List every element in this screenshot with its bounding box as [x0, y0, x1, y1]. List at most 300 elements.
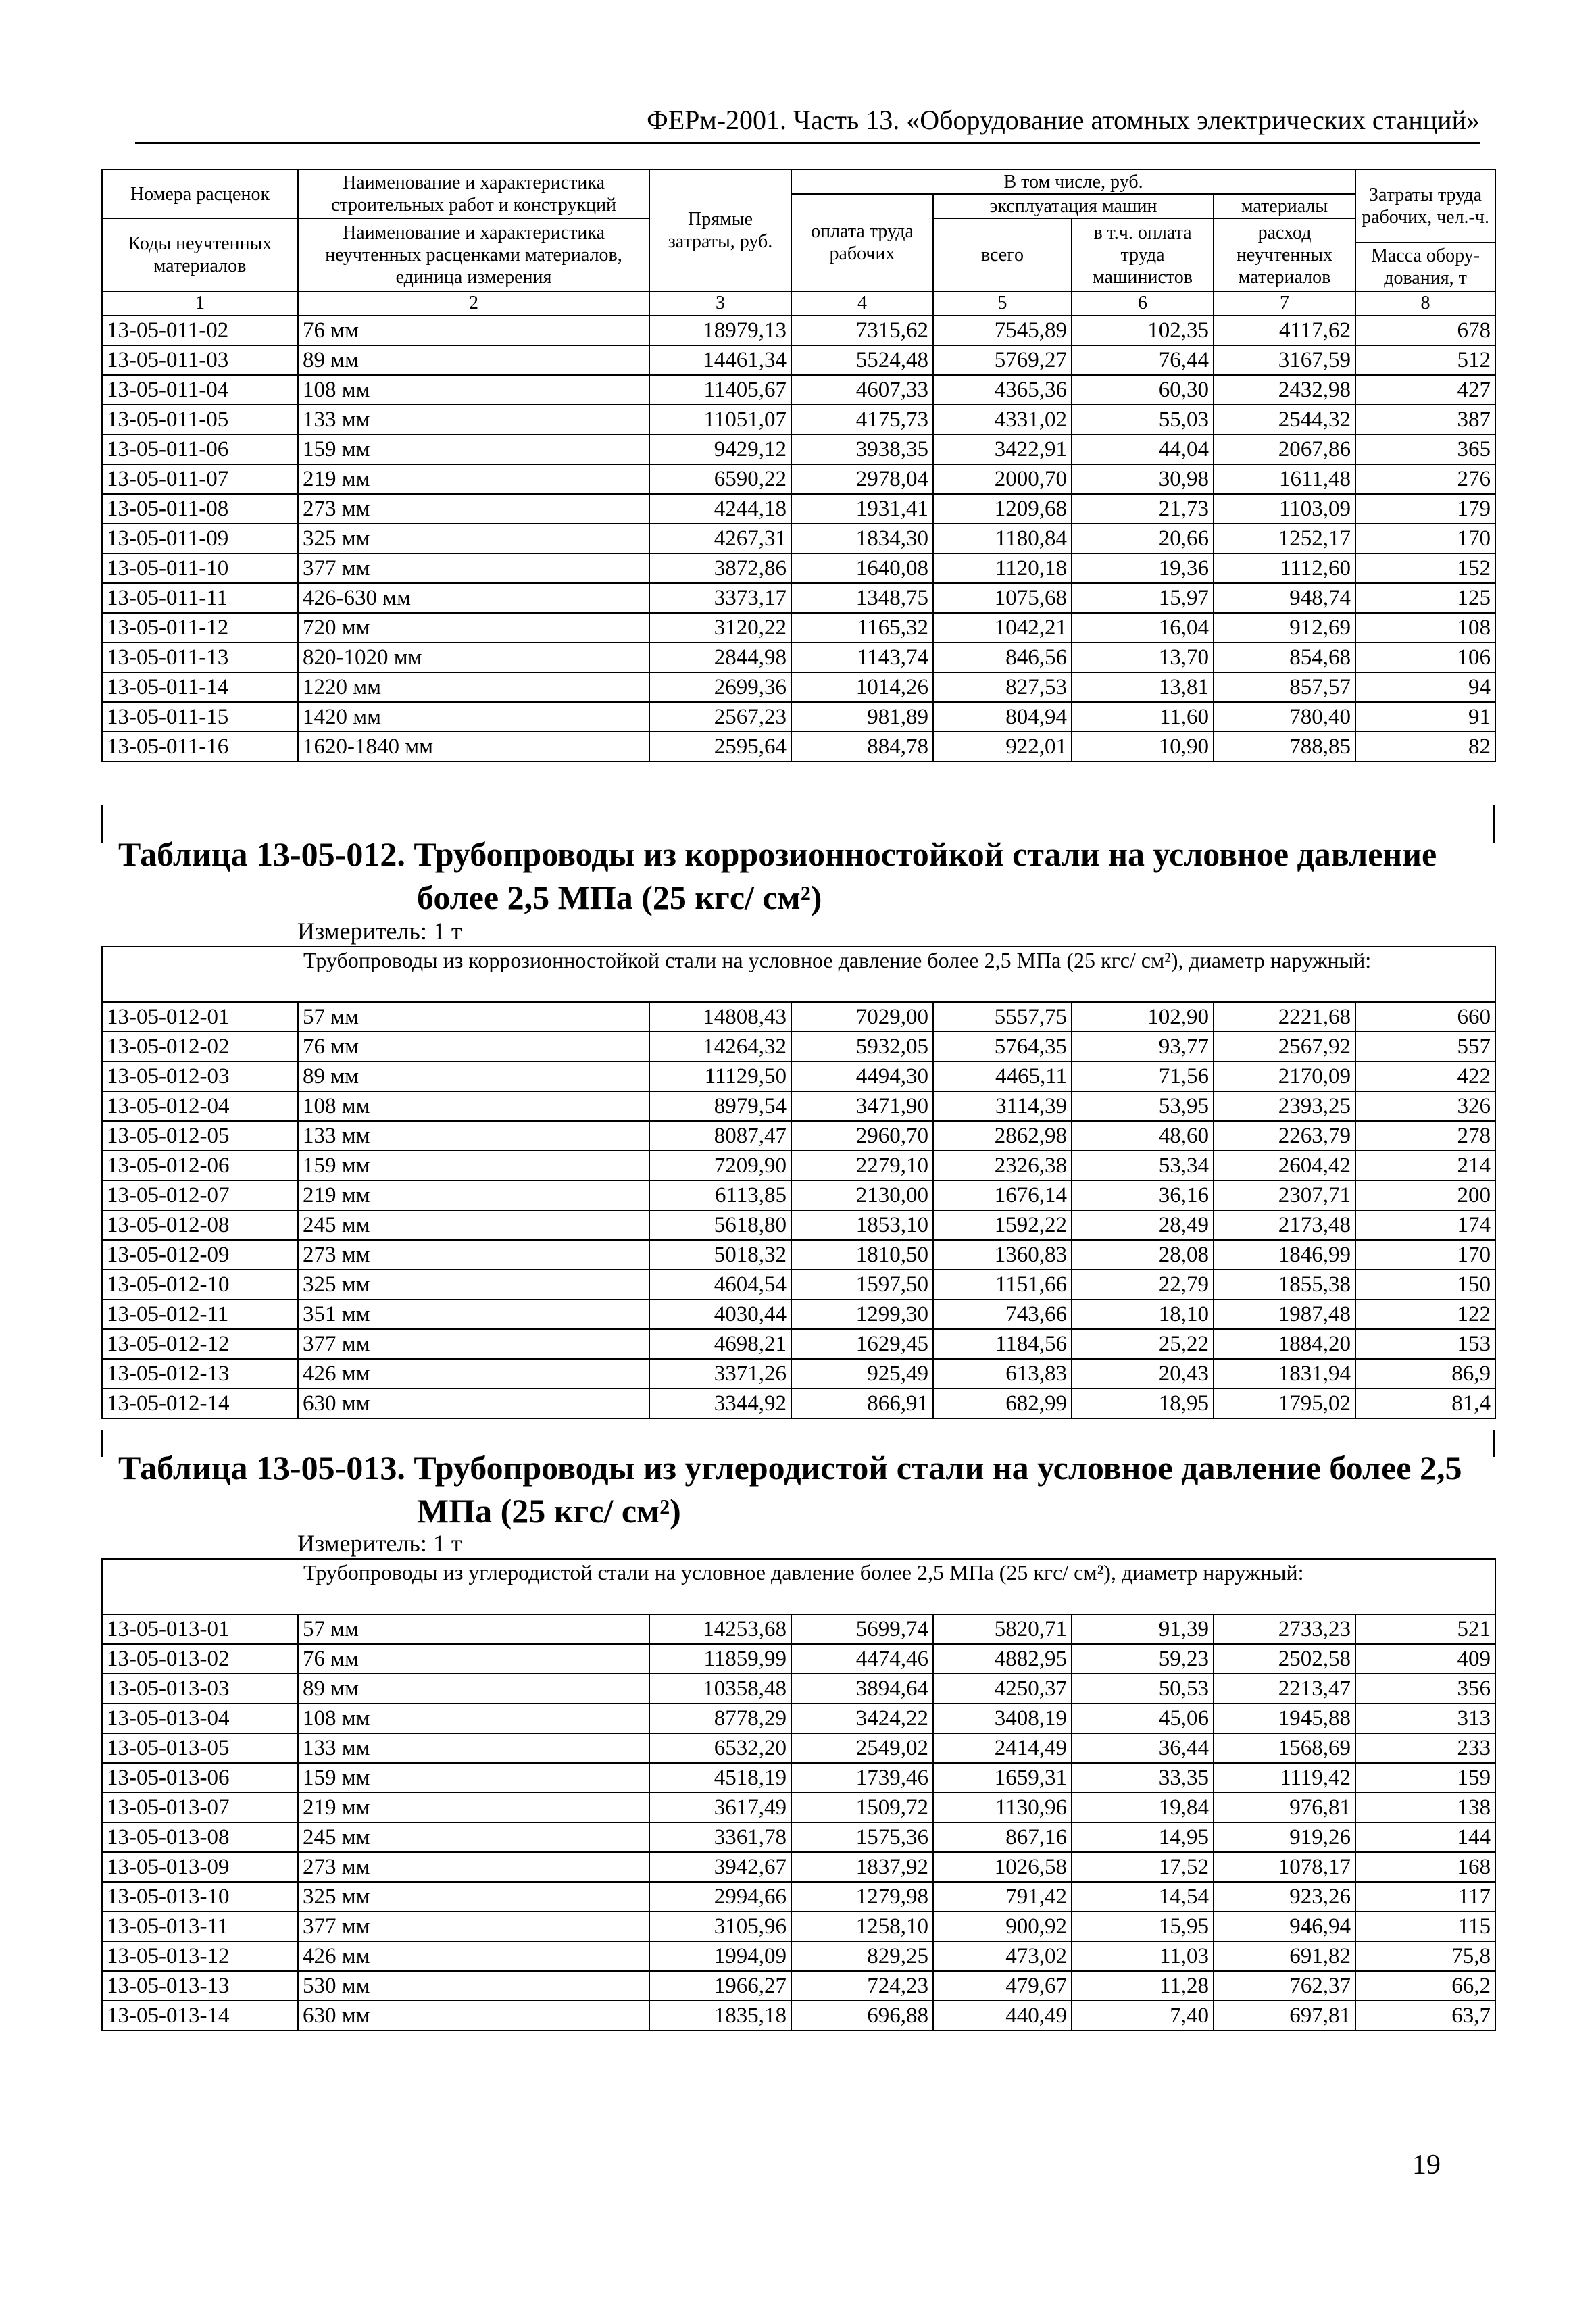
labor-hours-cell: 91 — [1355, 702, 1495, 732]
labor-hours-cell: 557 — [1355, 1032, 1495, 1062]
operators-wages-cell: 48,60 — [1072, 1121, 1214, 1151]
workers-wages-cell: 1348,75 — [791, 583, 933, 613]
materials-cost-cell: 1078,17 — [1214, 1852, 1355, 1882]
operators-wages-cell: 102,90 — [1072, 1002, 1214, 1032]
machines-total-cell: 473,02 — [933, 1941, 1072, 1971]
direct-costs-cell: 3120,22 — [649, 613, 791, 643]
work-description-cell: 1420 мм — [298, 702, 649, 732]
direct-costs-cell: 3373,17 — [649, 583, 791, 613]
table-row — [102, 1763, 1495, 1793]
header-workers-wages: оплата труда рабочих — [791, 194, 933, 291]
rate-code-cell: 13-05-011-07 — [102, 464, 298, 494]
table-row — [102, 1062, 1495, 1091]
work-description-cell: 630 мм — [298, 1389, 649, 1418]
column-number: 6 — [1072, 291, 1214, 316]
machines-total-cell: 1130,96 — [933, 1793, 1072, 1822]
operators-wages-cell: 10,90 — [1072, 732, 1214, 762]
workers-wages-cell: 1509,72 — [791, 1793, 933, 1822]
direct-costs-cell: 3361,78 — [649, 1822, 791, 1852]
direct-costs-cell: 7209,90 — [649, 1151, 791, 1180]
machines-total-cell: 4365,36 — [933, 375, 1072, 405]
labor-hours-cell: 75,8 — [1355, 1941, 1495, 1971]
table-row — [102, 1002, 1495, 1032]
rate-code-cell: 13-05-011-02 — [102, 316, 298, 345]
table-row — [102, 1299, 1495, 1329]
workers-wages-cell: 1853,10 — [791, 1210, 933, 1240]
work-description-cell: 133 мм — [298, 1733, 649, 1763]
operators-wages-cell: 45,06 — [1072, 1703, 1214, 1733]
work-description-cell: 76 мм — [298, 316, 649, 345]
table-row — [102, 1822, 1495, 1852]
direct-costs-cell: 14253,68 — [649, 1614, 791, 1644]
materials-cost-cell: 1119,42 — [1214, 1763, 1355, 1793]
labor-hours-cell: 66,2 — [1355, 1971, 1495, 2001]
labor-hours-cell: 276 — [1355, 464, 1495, 494]
materials-cost-cell: 697,81 — [1214, 2001, 1355, 2031]
workers-wages-cell: 724,23 — [791, 1971, 933, 2001]
machines-total-cell: 791,42 — [933, 1882, 1072, 1912]
operators-wages-cell: 55,03 — [1072, 405, 1214, 434]
rate-code-cell: 13-05-011-15 — [102, 702, 298, 732]
rate-code-cell: 13-05-013-07 — [102, 1793, 298, 1822]
work-description-cell: 426-630 мм — [298, 583, 649, 613]
machines-total-cell: 827,53 — [933, 672, 1072, 702]
operators-wages-cell: 16,04 — [1072, 613, 1214, 643]
table-row — [102, 2001, 1495, 2031]
table-row — [102, 464, 1495, 494]
labor-hours-cell: 108 — [1355, 613, 1495, 643]
machines-total-cell: 2862,98 — [933, 1121, 1072, 1151]
direct-costs-cell: 2595,64 — [649, 732, 791, 762]
header-material-codes: Коды неучтенных материалов — [102, 218, 298, 291]
operators-wages-cell: 7,40 — [1072, 2001, 1214, 2031]
column-number: 3 — [649, 291, 791, 316]
operators-wages-cell: 36,16 — [1072, 1180, 1214, 1210]
rate-code-cell: 13-05-011-03 — [102, 345, 298, 375]
rate-code-cell: 13-05-012-03 — [102, 1062, 298, 1091]
operators-wages-cell: 25,22 — [1072, 1329, 1214, 1359]
section-title-line: Таблица 13-05-012. Трубопроводы из коррозионностойкой стали на условное давление — [118, 835, 1437, 873]
work-description-cell: 325 мм — [298, 1882, 649, 1912]
table-row — [102, 672, 1495, 702]
direct-costs-cell: 2567,23 — [649, 702, 791, 732]
rate-code-cell: 13-05-013-12 — [102, 1941, 298, 1971]
rate-code-cell: 13-05-012-08 — [102, 1210, 298, 1240]
operators-wages-cell: 102,35 — [1072, 316, 1214, 345]
machines-total-cell: 2326,38 — [933, 1151, 1072, 1180]
table-row — [102, 1703, 1495, 1733]
direct-costs-cell: 4518,19 — [649, 1763, 791, 1793]
labor-hours-cell: 233 — [1355, 1733, 1495, 1763]
workers-wages-cell: 1629,45 — [791, 1329, 933, 1359]
table-row — [102, 1644, 1495, 1674]
direct-costs-cell: 3344,92 — [649, 1389, 791, 1418]
direct-costs-cell: 5618,80 — [649, 1210, 791, 1240]
workers-wages-cell: 5524,48 — [791, 345, 933, 375]
header-direct-costs: Прямые затраты, руб. — [649, 170, 791, 291]
section-title-13-05-012 — [118, 832, 1490, 919]
operators-wages-cell: 18,95 — [1072, 1389, 1214, 1418]
work-description-cell: 108 мм — [298, 375, 649, 405]
direct-costs-cell: 3371,26 — [649, 1359, 791, 1389]
machines-total-cell: 1592,22 — [933, 1210, 1072, 1240]
rate-code-cell: 13-05-012-12 — [102, 1329, 298, 1359]
operators-wages-cell: 13,70 — [1072, 643, 1214, 672]
workers-wages-cell: 3894,64 — [791, 1674, 933, 1703]
rate-code-cell: 13-05-012-09 — [102, 1240, 298, 1270]
page-number: 19 — [1412, 2149, 1441, 2181]
labor-hours-cell: 409 — [1355, 1644, 1495, 1674]
table-row — [102, 643, 1495, 672]
direct-costs-cell: 11129,50 — [649, 1062, 791, 1091]
materials-cost-cell: 2733,23 — [1214, 1614, 1355, 1644]
direct-costs-cell: 6590,22 — [649, 464, 791, 494]
table-row — [102, 1733, 1495, 1763]
rate-code-cell: 13-05-011-12 — [102, 613, 298, 643]
materials-cost-cell: 2502,58 — [1214, 1644, 1355, 1674]
work-description-cell: 159 мм — [298, 1151, 649, 1180]
machines-total-cell: 682,99 — [933, 1389, 1072, 1418]
materials-cost-cell: 1252,17 — [1214, 524, 1355, 553]
labor-hours-cell: 678 — [1355, 316, 1495, 345]
materials-cost-cell: 2170,09 — [1214, 1062, 1355, 1091]
work-description-cell: 108 мм — [298, 1703, 649, 1733]
workers-wages-cell: 1575,36 — [791, 1822, 933, 1852]
table-row — [102, 732, 1495, 762]
machines-total-cell: 2414,49 — [933, 1733, 1072, 1763]
group-title-row — [102, 947, 1495, 1002]
workers-wages-cell: 884,78 — [791, 732, 933, 762]
materials-cost-cell: 3167,59 — [1214, 345, 1355, 375]
operators-wages-cell: 14,95 — [1072, 1822, 1214, 1852]
table-row — [102, 553, 1495, 583]
table-row — [102, 434, 1495, 464]
operators-wages-cell: 13,81 — [1072, 672, 1214, 702]
labor-hours-cell: 153 — [1355, 1329, 1495, 1359]
direct-costs-cell: 2844,98 — [649, 643, 791, 672]
rate-code-cell: 13-05-013-03 — [102, 1674, 298, 1703]
labor-hours-cell: 174 — [1355, 1210, 1495, 1240]
section-title-line: Таблица 13-05-013. Трубопроводы из углеродистой стали на условное давление более 2,5 — [118, 1449, 1462, 1487]
operators-wages-cell: 22,79 — [1072, 1270, 1214, 1299]
materials-cost-cell: 946,94 — [1214, 1912, 1355, 1941]
workers-wages-cell: 1014,26 — [791, 672, 933, 702]
operators-wages-cell: 15,97 — [1072, 583, 1214, 613]
materials-cost-cell: 854,68 — [1214, 643, 1355, 672]
rate-code-cell: 13-05-011-14 — [102, 672, 298, 702]
work-description-cell: 377 мм — [298, 1329, 649, 1359]
materials-cost-cell: 2067,86 — [1214, 434, 1355, 464]
header-machine-operation: эксплуатация машин — [933, 194, 1214, 218]
work-description-cell: 273 мм — [298, 1240, 649, 1270]
rate-code-cell: 13-05-012-10 — [102, 1270, 298, 1299]
materials-cost-cell: 2173,48 — [1214, 1210, 1355, 1240]
rate-code-cell: 13-05-013-08 — [102, 1822, 298, 1852]
rate-code-cell: 13-05-011-13 — [102, 643, 298, 672]
machines-total-cell: 1676,14 — [933, 1180, 1072, 1210]
direct-costs-cell: 9429,12 — [649, 434, 791, 464]
workers-wages-cell: 4474,46 — [791, 1644, 933, 1674]
group-title: Трубопроводы из коррозионностойкой стали на условное давление более 2,5 МПа (25 кгс/ см²), диаметр наружный: — [298, 947, 1495, 1002]
machines-total-cell: 1180,84 — [933, 524, 1072, 553]
table-row — [102, 345, 1495, 375]
table-row — [102, 1091, 1495, 1121]
workers-wages-cell: 1299,30 — [791, 1299, 933, 1329]
rate-code-cell: 13-05-012-01 — [102, 1002, 298, 1032]
operators-wages-cell: 71,56 — [1072, 1062, 1214, 1091]
work-description-cell: 630 мм — [298, 2001, 649, 2031]
table-row — [102, 1210, 1495, 1240]
table-row — [102, 1121, 1495, 1151]
materials-cost-cell: 1568,69 — [1214, 1733, 1355, 1763]
rates-table-13-05-013 — [101, 1558, 1496, 2031]
workers-wages-cell: 1258,10 — [791, 1912, 933, 1941]
table-row — [102, 1971, 1495, 2001]
direct-costs-cell: 8778,29 — [649, 1703, 791, 1733]
section-title-line: МПа (25 кгс/ см²) — [417, 1492, 681, 1530]
labor-hours-cell: 326 — [1355, 1091, 1495, 1121]
machines-total-cell: 7545,89 — [933, 316, 1072, 345]
materials-cost-cell: 2263,79 — [1214, 1121, 1355, 1151]
group-title: Трубопроводы из углеродистой стали на условное давление более 2,5 МПа (25 кгс/ см²), диаметр наружный: — [298, 1559, 1495, 1614]
direct-costs-cell: 2699,36 — [649, 672, 791, 702]
rate-code-cell: 13-05-012-07 — [102, 1180, 298, 1210]
table-row — [102, 1240, 1495, 1270]
operators-wages-cell: 14,54 — [1072, 1882, 1214, 1912]
operators-wages-cell: 15,95 — [1072, 1912, 1214, 1941]
workers-wages-cell: 2130,00 — [791, 1180, 933, 1210]
machines-total-cell: 440,49 — [933, 2001, 1072, 2031]
materials-cost-cell: 912,69 — [1214, 613, 1355, 643]
machines-total-cell: 3408,19 — [933, 1703, 1072, 1733]
rate-code-cell: 13-05-013-05 — [102, 1733, 298, 1763]
machines-total-cell: 1659,31 — [933, 1763, 1072, 1793]
table-row — [102, 1389, 1495, 1418]
machines-total-cell: 743,66 — [933, 1299, 1072, 1329]
operators-wages-cell: 20,66 — [1072, 524, 1214, 553]
workers-wages-cell: 866,91 — [791, 1389, 933, 1418]
workers-wages-cell: 1279,98 — [791, 1882, 933, 1912]
machines-total-cell: 5820,71 — [933, 1614, 1072, 1644]
direct-costs-cell: 5018,32 — [649, 1240, 791, 1270]
machines-total-cell: 3422,91 — [933, 434, 1072, 464]
machines-total-cell: 1360,83 — [933, 1240, 1072, 1270]
direct-costs-cell: 1966,27 — [649, 1971, 791, 2001]
labor-hours-cell: 159 — [1355, 1763, 1495, 1793]
direct-costs-cell: 11051,07 — [649, 405, 791, 434]
work-description-cell: 325 мм — [298, 524, 649, 553]
machines-total-cell: 5557,75 — [933, 1002, 1072, 1032]
column-number: 5 — [933, 291, 1072, 316]
materials-cost-cell: 2604,42 — [1214, 1151, 1355, 1180]
labor-hours-cell: 94 — [1355, 672, 1495, 702]
workers-wages-cell: 2960,70 — [791, 1121, 933, 1151]
table-row — [102, 1852, 1495, 1882]
workers-wages-cell: 981,89 — [791, 702, 933, 732]
direct-costs-cell: 4030,44 — [649, 1299, 791, 1329]
materials-cost-cell: 1846,99 — [1214, 1240, 1355, 1270]
materials-cost-cell: 976,81 — [1214, 1793, 1355, 1822]
labor-hours-cell: 278 — [1355, 1121, 1495, 1151]
machines-total-cell: 1120,18 — [933, 553, 1072, 583]
work-description-cell: 133 мм — [298, 405, 649, 434]
work-description-cell: 325 мм — [298, 1270, 649, 1299]
section-title-13-05-013 — [118, 1446, 1490, 1533]
rate-code-cell: 13-05-013-02 — [102, 1644, 298, 1674]
work-description-cell: 426 мм — [298, 1359, 649, 1389]
machines-total-cell: 4331,02 — [933, 405, 1072, 434]
direct-costs-cell: 3617,49 — [649, 1793, 791, 1822]
labor-hours-cell: 125 — [1355, 583, 1495, 613]
machines-total-cell: 613,83 — [933, 1359, 1072, 1389]
workers-wages-cell: 4175,73 — [791, 405, 933, 434]
rate-code-cell: 13-05-013-06 — [102, 1763, 298, 1793]
materials-cost-cell: 762,37 — [1214, 1971, 1355, 2001]
operators-wages-cell: 30,98 — [1072, 464, 1214, 494]
rate-code-cell: 13-05-013-01 — [102, 1614, 298, 1644]
table-row — [102, 375, 1495, 405]
materials-cost-cell: 2393,25 — [1214, 1091, 1355, 1121]
rates-table-13-05-011 — [101, 169, 1496, 762]
table-row — [102, 405, 1495, 434]
workers-wages-cell: 1597,50 — [791, 1270, 933, 1299]
labor-hours-cell: 117 — [1355, 1882, 1495, 1912]
labor-hours-cell: 63,7 — [1355, 2001, 1495, 2031]
work-description-cell: 76 мм — [298, 1032, 649, 1062]
labor-hours-cell: 144 — [1355, 1822, 1495, 1852]
group-title-row — [102, 1559, 1495, 1614]
machines-total-cell: 2000,70 — [933, 464, 1072, 494]
header-material-consumption: расход неучтенных материалов — [1214, 218, 1355, 291]
rate-code-cell: 13-05-012-13 — [102, 1359, 298, 1389]
labor-hours-cell: 106 — [1355, 643, 1495, 672]
column-number: 7 — [1214, 291, 1355, 316]
workers-wages-cell: 925,49 — [791, 1359, 933, 1389]
direct-costs-cell: 4698,21 — [649, 1329, 791, 1359]
table-row — [102, 1793, 1495, 1822]
direct-costs-cell: 4267,31 — [649, 524, 791, 553]
rate-code-cell: 13-05-013-10 — [102, 1882, 298, 1912]
direct-costs-cell: 3942,67 — [649, 1852, 791, 1882]
work-description-cell: 219 мм — [298, 464, 649, 494]
running-header: ФЕРм-2001. Часть 13. «Оборудование атомных электрических станций» — [647, 105, 1480, 135]
rate-code-cell: 13-05-012-02 — [102, 1032, 298, 1062]
operators-wages-cell: 28,08 — [1072, 1240, 1214, 1270]
materials-cost-cell: 1945,88 — [1214, 1703, 1355, 1733]
table-row — [102, 1912, 1495, 1941]
operators-wages-cell: 19,36 — [1072, 553, 1214, 583]
labor-hours-cell: 313 — [1355, 1703, 1495, 1733]
labor-hours-cell: 521 — [1355, 1614, 1495, 1644]
labor-hours-cell: 152 — [1355, 553, 1495, 583]
work-description-cell: 1220 мм — [298, 672, 649, 702]
column-number: 8 — [1355, 291, 1495, 316]
work-description-cell: 219 мм — [298, 1180, 649, 1210]
work-description-cell: 89 мм — [298, 345, 649, 375]
operators-wages-cell: 36,44 — [1072, 1733, 1214, 1763]
labor-hours-cell: 365 — [1355, 434, 1495, 464]
header-operators-wages: в т.ч. оплата труда машинистов — [1072, 218, 1214, 291]
workers-wages-cell: 2279,10 — [791, 1151, 933, 1180]
table-row — [102, 1032, 1495, 1062]
rate-code-cell: 13-05-011-09 — [102, 524, 298, 553]
work-description-cell: 108 мм — [298, 1091, 649, 1121]
machines-total-cell: 1042,21 — [933, 613, 1072, 643]
labor-hours-cell: 82 — [1355, 732, 1495, 762]
materials-cost-cell: 2544,32 — [1214, 405, 1355, 434]
workers-wages-cell: 1931,41 — [791, 494, 933, 524]
operators-wages-cell: 53,34 — [1072, 1151, 1214, 1180]
direct-costs-cell: 6113,85 — [649, 1180, 791, 1210]
workers-wages-cell: 1143,74 — [791, 643, 933, 672]
header-machines-total: всего — [933, 218, 1072, 291]
work-description-cell: 273 мм — [298, 494, 649, 524]
rate-code-cell: 13-05-012-14 — [102, 1389, 298, 1418]
labor-hours-cell: 512 — [1355, 345, 1495, 375]
direct-costs-cell: 10358,48 — [649, 1674, 791, 1703]
table-row — [102, 1941, 1495, 1971]
workers-wages-cell: 3471,90 — [791, 1091, 933, 1121]
direct-costs-cell: 3105,96 — [649, 1912, 791, 1941]
machines-total-cell: 1026,58 — [933, 1852, 1072, 1882]
operators-wages-cell: 28,49 — [1072, 1210, 1214, 1240]
direct-costs-cell: 14461,34 — [649, 345, 791, 375]
machines-total-cell: 5769,27 — [933, 345, 1072, 375]
materials-cost-cell: 2432,98 — [1214, 375, 1355, 405]
table-row — [102, 316, 1495, 345]
machines-total-cell: 4882,95 — [933, 1644, 1072, 1674]
table-row — [102, 494, 1495, 524]
labor-hours-cell: 122 — [1355, 1299, 1495, 1329]
materials-cost-cell: 919,26 — [1214, 1822, 1355, 1852]
direct-costs-cell: 4244,18 — [649, 494, 791, 524]
work-description-cell: 377 мм — [298, 1912, 649, 1941]
workers-wages-cell: 5932,05 — [791, 1032, 933, 1062]
work-description-cell: 377 мм — [298, 553, 649, 583]
machines-total-cell: 4465,11 — [933, 1062, 1072, 1091]
machines-total-cell: 1184,56 — [933, 1329, 1072, 1359]
work-description-cell: 273 мм — [298, 1852, 649, 1882]
direct-costs-cell: 11859,99 — [649, 1644, 791, 1674]
labor-hours-cell: 200 — [1355, 1180, 1495, 1210]
materials-cost-cell: 2567,92 — [1214, 1032, 1355, 1062]
direct-costs-cell: 3872,86 — [649, 553, 791, 583]
materials-cost-cell: 691,82 — [1214, 1941, 1355, 1971]
materials-cost-cell: 948,74 — [1214, 583, 1355, 613]
operators-wages-cell: 20,43 — [1072, 1359, 1214, 1389]
rate-code-cell: 13-05-011-10 — [102, 553, 298, 583]
materials-cost-cell: 780,40 — [1214, 702, 1355, 732]
direct-costs-cell: 14264,32 — [649, 1032, 791, 1062]
work-description-cell: 159 мм — [298, 1763, 649, 1793]
machines-total-cell: 3114,39 — [933, 1091, 1072, 1121]
direct-costs-cell: 18979,13 — [649, 316, 791, 345]
rate-code-cell: 13-05-012-11 — [102, 1299, 298, 1329]
workers-wages-cell: 829,25 — [791, 1941, 933, 1971]
workers-wages-cell: 696,88 — [791, 2001, 933, 2031]
operators-wages-cell: 91,39 — [1072, 1614, 1214, 1644]
table-row — [102, 1674, 1495, 1703]
materials-cost-cell: 1884,20 — [1214, 1329, 1355, 1359]
table-row — [102, 1614, 1495, 1644]
column-number: 1 — [102, 291, 298, 316]
machines-total-cell: 1075,68 — [933, 583, 1072, 613]
work-description-cell: 133 мм — [298, 1121, 649, 1151]
materials-cost-cell: 2307,71 — [1214, 1180, 1355, 1210]
rate-code-cell: 13-05-011-06 — [102, 434, 298, 464]
section-title-line: более 2,5 МПа (25 кгс/ см²) — [417, 878, 822, 916]
operators-wages-cell: 17,52 — [1072, 1852, 1214, 1882]
